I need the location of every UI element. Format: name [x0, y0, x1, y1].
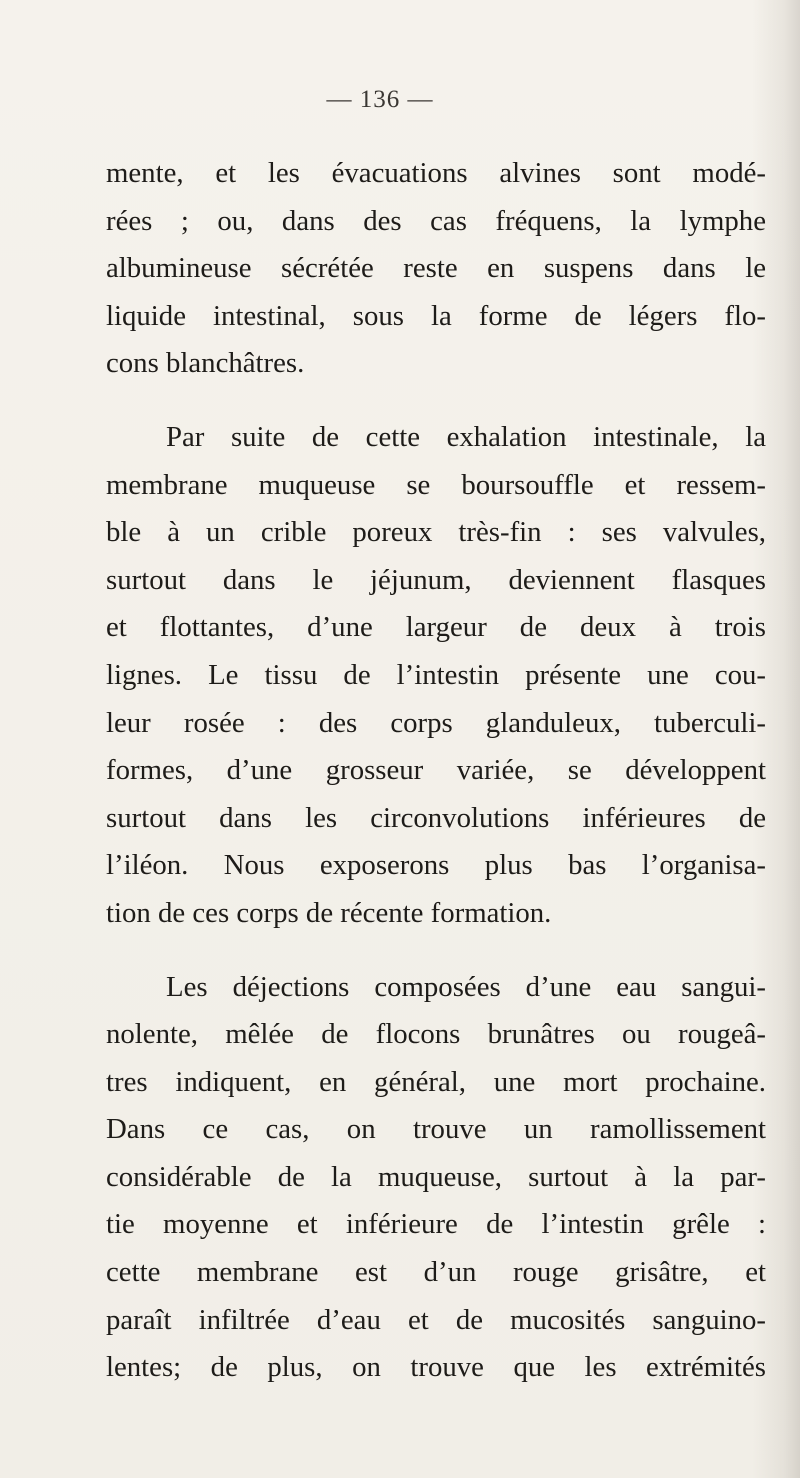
text-line: cons blanchâtres.: [106, 347, 305, 380]
text-line: surtout dans le jéjunum, deviennent flasques: [106, 563, 766, 596]
text-line: Les déjections composées d’une eau sangui-: [166, 970, 766, 1003]
body-text: [106, 150, 766, 1392]
text-line: considérable de la muqueuse, surtout à la par-: [106, 1160, 766, 1193]
text-line: Dans ce cas, on trouve un ramollissement: [106, 1113, 766, 1146]
text-line: albumineuse sécrétée reste en suspens dans le: [106, 252, 766, 285]
text-line: tion de ces corps de récente formation.: [106, 896, 552, 929]
page-number: — 136 —: [326, 86, 434, 113]
text-line: et flottantes, d’une largeur de deux à trois: [106, 611, 766, 644]
text-line: mente, et les évacuations alvines sont modé-: [106, 157, 766, 189]
text-line: nolente, mêlée de flocons brunâtres ou rougeâ-: [106, 1018, 766, 1051]
text-line: tres indiquent, en général, une mort prochaine.: [106, 1065, 766, 1098]
paragraph-3: [106, 964, 766, 1392]
text-line: liquide intestinal, sous la forme de légers flo-: [106, 299, 766, 332]
text-line: l’iléon. Nous exposerons plus bas l’organisa-: [106, 849, 766, 882]
text-line: lignes. Le tissu de l’intestin présente une cou-: [106, 658, 766, 691]
text-line: ble à un crible poreux très-fin : ses valvules,: [106, 516, 766, 549]
text-line: membrane muqueuse se boursouffle et ressem-: [106, 468, 766, 501]
text-line: formes, d’une grosseur variée, se développent: [106, 754, 766, 787]
paragraph-gap: [106, 388, 766, 414]
text-line: rées ; ou, dans des cas fréquens, la lymphe: [106, 204, 766, 237]
text-line: leur rosée : des corps glanduleux, tuberculi-: [106, 706, 766, 739]
paragraph-2: [106, 414, 766, 938]
paragraph-gap: [106, 938, 766, 964]
text-line: surtout dans les circonvolutions inférieures de: [106, 801, 766, 834]
text-line: cette membrane est d’un rouge grisâtre, et: [106, 1256, 766, 1289]
text-line: tie moyenne et inférieure de l’intestin grêle :: [106, 1208, 766, 1241]
text-line: paraît infiltrée d’eau et de mucosités sanguino-: [106, 1303, 766, 1336]
text-line: Par suite de cette exhalation intestinale, la: [166, 420, 766, 453]
text-line: lentes; de plus, on trouve que les extrémités: [106, 1351, 766, 1384]
paragraph-1: [106, 150, 766, 388]
